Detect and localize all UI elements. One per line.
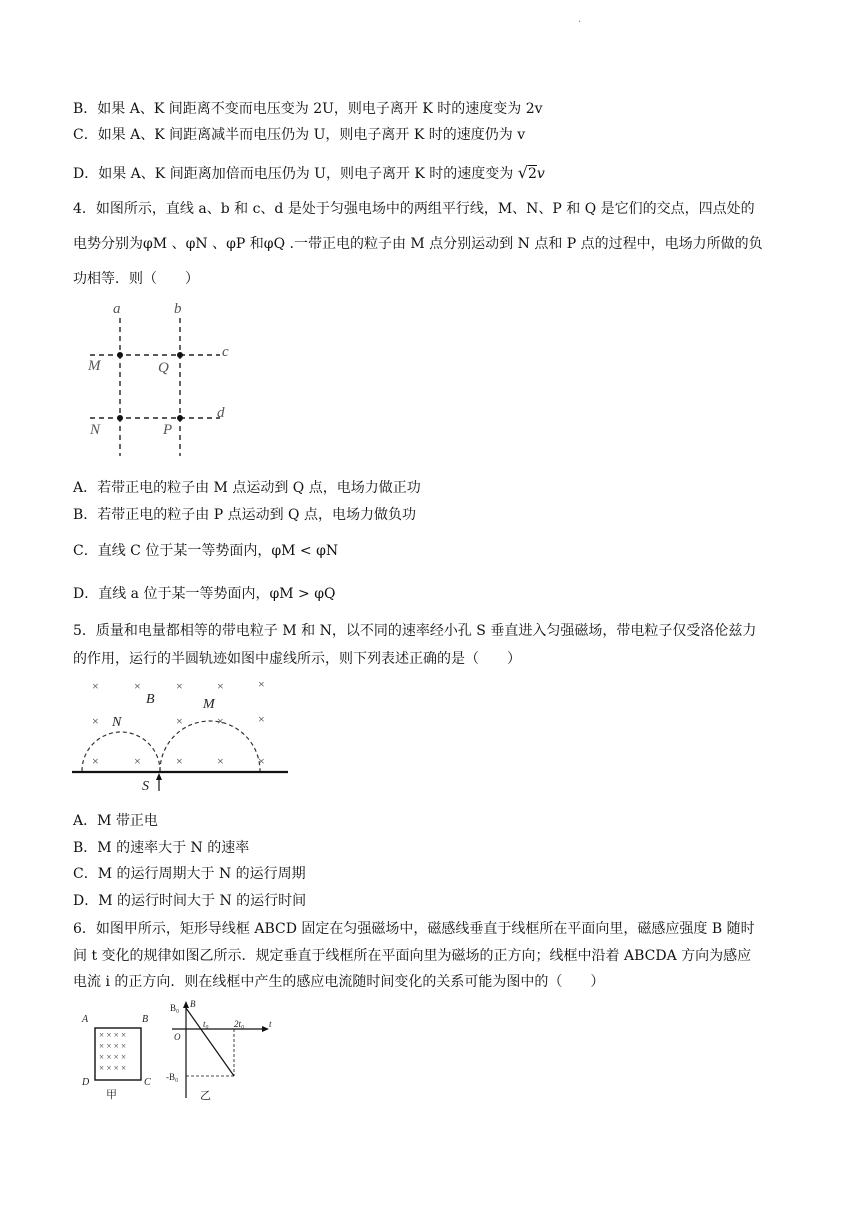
svg-text:× × × ×: × × × × <box>99 1030 127 1040</box>
q4-stem-line-3: 功相等．则（ ） <box>73 271 199 287</box>
q6-figure-jia <box>76 1006 166 1102</box>
q4-option-d: D．直线 a 位于某一等势面内，φM > φQ <box>73 586 336 602</box>
label-B: B <box>146 692 155 707</box>
label-negB0: -B₀ <box>166 1072 179 1082</box>
label-N: N <box>90 422 101 438</box>
label-c: c <box>222 344 229 360</box>
label-O: O <box>174 1032 181 1042</box>
svg-text:×: × <box>134 754 141 768</box>
svg-text:×: × <box>92 754 99 768</box>
label-S: S <box>142 779 149 794</box>
q5-option-c: C．M 的运行周期大于 N 的运行周期 <box>73 866 306 882</box>
header-dot: . <box>578 14 582 25</box>
svg-text:×: × <box>258 677 265 691</box>
q4-option-a: A．若带正电的粒子由 M 点运动到 Q 点，电场力做正功 <box>73 480 421 496</box>
svg-text:×: × <box>217 679 224 693</box>
label-C: C <box>144 1077 151 1088</box>
q5-figure <box>72 673 292 795</box>
sqrt-radicand: 2 <box>527 166 537 182</box>
frame-crosses <box>99 1030 126 1073</box>
q5-option-b: B．M 的速率大于 N 的速率 <box>73 840 250 856</box>
label-b: b <box>174 301 182 317</box>
q4-option-b: B．若带正电的粒子由 P 点运动到 Q 点，电场力做负功 <box>73 507 416 523</box>
label-Q: Q <box>158 360 169 376</box>
q3-option-d <box>73 164 545 183</box>
q4-option-c: C．直线 C 位于某一等势面内，φM < φN <box>73 543 339 559</box>
q5-option-a: A．M 带正电 <box>73 813 158 829</box>
q5-option-d: D．M 的运行时间大于 N 的运行时间 <box>73 893 307 909</box>
svg-text:×: × <box>92 679 99 693</box>
q5-stem-line-2: 的作用，运行的半圆轨迹如图中虚线所示，则下列表述正确的是（ ） <box>73 651 521 667</box>
label-M: M <box>88 358 101 374</box>
svg-text:× × × ×: × × × × <box>99 1052 127 1062</box>
axis-t: t <box>269 1019 272 1029</box>
svg-text:× × × ×: × × × × <box>99 1063 127 1073</box>
q3-option-c: C．如果 A、K 间距离减半而电压仍为 U，则电子离开 K 时的速度仍为 v <box>73 127 526 143</box>
b-line <box>186 1008 234 1076</box>
q6-figure-yi <box>166 998 278 1102</box>
svg-text:×: × <box>134 679 141 693</box>
q4-stem-line-2: 电势分别为φM 、φN 、φP 和φQ .一带正电的粒子由 M 点分别运动到 N 点和 P 点的过程中，电场力所做的负 <box>73 236 763 252</box>
q6-stem-line-1: 6．如图甲所示，矩形导线框 ABCD 固定在匀强磁场中，磁感线垂直于线框所在平面向里，磁感应强度 B 随时 <box>73 921 755 937</box>
label-M: M <box>203 697 215 712</box>
q6-stem-line-3: 电流 i 的正方向．则在线框中产生的感应电流随时间变化的关系可能为图中的（ ） <box>73 974 605 990</box>
label-d: d <box>217 405 225 421</box>
label-P: P <box>163 422 173 438</box>
q3-option-b: B．如果 A、K 间距离不变而电压变为 2U，则电子离开 K 时的速度变为 2v <box>73 101 543 117</box>
label-B0: B₀ <box>170 1003 180 1013</box>
q4-stem-line-1: 4．如图所示，直线 a、b 和 c、d 是处于匀强电场中的两组平行线，M、N、P 和 Q 是它们的交点，四点处的 <box>73 201 755 217</box>
caption-yi: 乙 <box>200 1090 211 1102</box>
label-N: N <box>112 715 122 730</box>
svg-text:×: × <box>217 714 224 728</box>
label-t0: t₀ <box>203 1019 209 1029</box>
label-A: A <box>82 1014 89 1025</box>
svg-text:×: × <box>176 679 183 693</box>
q4-figure <box>80 296 250 462</box>
q6-stem-line-2: 间 t 变化的规律如图乙所示．规定垂直于线框所在平面向里为磁场的正方向；线框中沿着 ABCDA 方向为感应 <box>73 948 752 964</box>
label-a: a <box>113 301 121 317</box>
q3-option-d-text: D．如果 A、K 间距离加倍而电压仍为 U，则电子离开 K 时的速度变为 <box>73 166 514 182</box>
svg-text:×: × <box>92 714 99 728</box>
svg-text:×: × <box>217 754 224 768</box>
sqrt-symbol: √ <box>517 163 528 182</box>
svg-text:×: × <box>258 712 265 726</box>
label-2t0: 2t₀ <box>234 1019 245 1029</box>
label-B: B <box>142 1014 149 1025</box>
caption-jia: 甲 <box>106 1089 117 1101</box>
var-v: v <box>536 166 545 182</box>
label-D: D <box>82 1077 90 1088</box>
svg-text:× × × ×: × × × × <box>99 1041 127 1051</box>
svg-text:×: × <box>176 714 183 728</box>
svg-text:×: × <box>258 754 265 768</box>
axis-B: B <box>190 999 196 1009</box>
q5-stem-line-1: 5．质量和电量都相等的带电粒子 M 和 N，以不同的速率经小孔 S 垂直进入匀强磁场，带电粒子仅受洛伦兹力 <box>73 623 757 639</box>
svg-text:×: × <box>176 754 183 768</box>
